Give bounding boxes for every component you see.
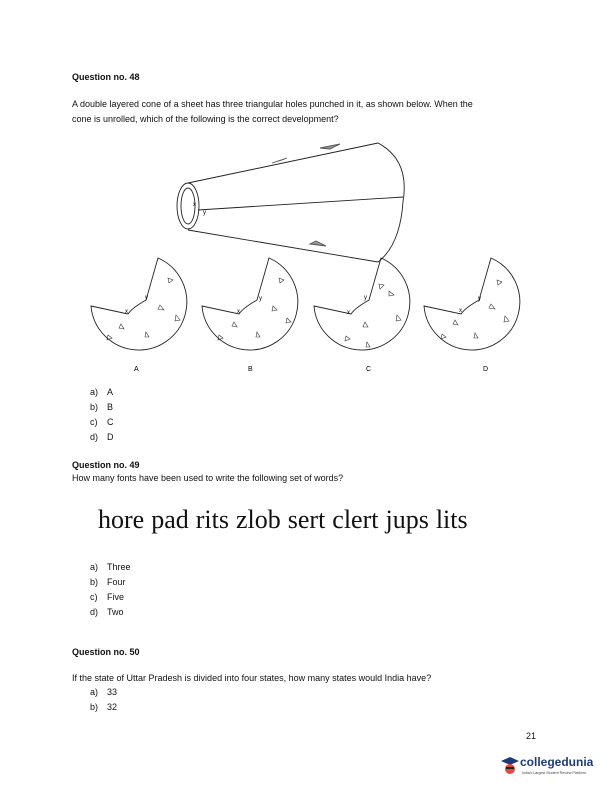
q49-option-a: a) Three	[90, 562, 131, 572]
svg-text:x: x	[125, 309, 128, 315]
q48-option-b: b) B	[90, 402, 114, 412]
q50-heading: Question no. 50	[72, 647, 140, 657]
q48-option-d: d) D	[90, 432, 114, 442]
q50-option-a: a) 33	[90, 687, 118, 697]
q49-word-set	[98, 505, 475, 535]
logo-tagline: India's Largest Student Review Platform	[522, 771, 586, 775]
cone-label-y: y	[203, 210, 206, 216]
cone-label-x: x	[193, 202, 196, 208]
page-number: 21	[526, 731, 537, 741]
svg-text:y: y	[259, 296, 262, 302]
q49-option-d: d) Two	[90, 607, 124, 617]
figure-label-c: C	[366, 366, 372, 373]
q48-option-c: c) C	[90, 417, 114, 427]
figure-label-a: A	[134, 366, 139, 373]
q49-options	[90, 560, 131, 620]
word-8: lits	[435, 505, 468, 534]
q48-heading: Question no. 48	[72, 72, 140, 82]
svg-text:x: x	[347, 310, 350, 316]
svg-text:y: y	[478, 296, 481, 302]
graduate-cap-icon	[500, 755, 520, 777]
development-b	[202, 258, 298, 350]
svg-text:y: y	[145, 295, 148, 301]
q48-text-line1: A double layered cone of a sheet has three triangular holes punched in it, as shown below. When the	[72, 99, 473, 109]
q49-text: How many fonts have been used to write the following set of words?	[72, 473, 344, 483]
svg-text:y: y	[364, 295, 367, 301]
logo-name: collegedunia	[520, 755, 594, 769]
svg-text:x: x	[459, 308, 462, 314]
word-4: zlob	[235, 505, 281, 534]
figure-label-d: D	[483, 366, 489, 373]
q50-option-b: b) 32	[90, 702, 118, 712]
development-c	[314, 258, 410, 350]
collegedunia-logo	[500, 753, 600, 781]
figure-label-b: B	[248, 366, 253, 373]
q50-text: If the state of Uttar Pradesh is divided into four states, how many states would India have?	[72, 673, 432, 683]
word-1: hore	[98, 505, 145, 534]
word-2: pad	[151, 505, 189, 534]
cone-figure	[0, 0, 612, 380]
q49-option-c: c) Five	[90, 592, 125, 602]
q49-option-b: b) Four	[90, 577, 126, 587]
q50-options	[90, 685, 117, 715]
word-5: sert	[287, 505, 326, 534]
word-7: jups	[385, 505, 429, 534]
svg-text:x: x	[237, 309, 240, 315]
word-6: clert	[332, 505, 379, 534]
q48-text-line2: cone is unrolled, which of the following is the correct development?	[72, 114, 339, 124]
development-a	[91, 258, 187, 350]
word-3: rits	[195, 505, 229, 534]
q49-heading: Question no. 49	[72, 460, 140, 470]
q48-option-a: a) A	[90, 387, 114, 397]
development-d	[424, 258, 520, 350]
q48-options	[90, 385, 114, 445]
